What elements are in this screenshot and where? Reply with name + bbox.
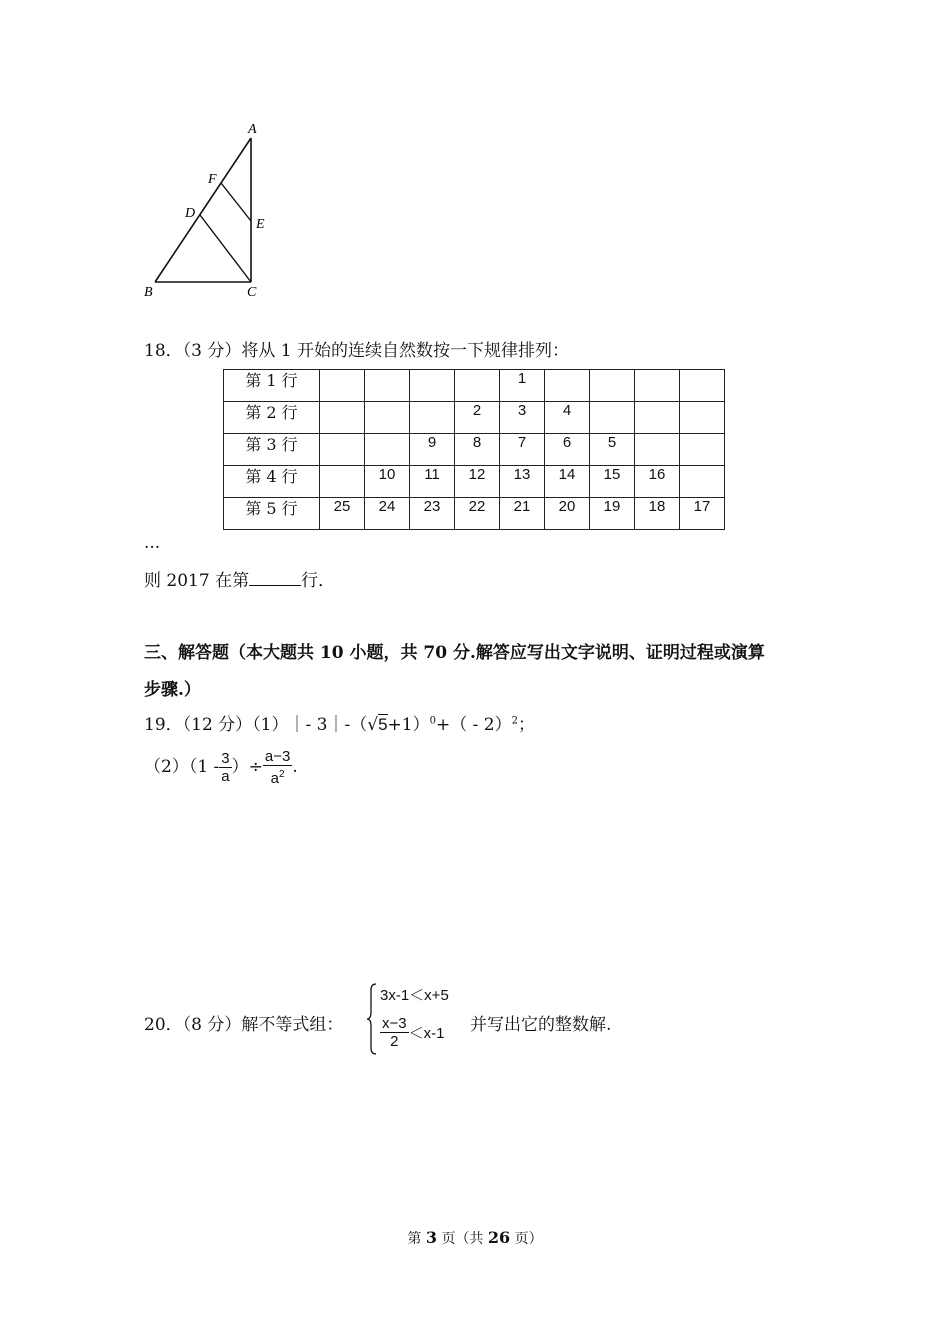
q19-p2-label: （2） xyxy=(144,757,189,777)
q19-part1 xyxy=(144,710,535,735)
table-cell xyxy=(680,402,725,434)
table-cell: 17 xyxy=(680,498,725,530)
table-cell xyxy=(635,370,680,402)
row-label: 第 2 行 xyxy=(224,402,320,434)
q20-stem xyxy=(144,1010,343,1035)
q18-number: 18． xyxy=(144,341,183,361)
q18-ask-prefix: 则 2017 在第 xyxy=(144,571,250,591)
row-label: 第 4 行 xyxy=(224,466,320,498)
table-cell: 22 xyxy=(455,498,500,530)
table-cell: 16 xyxy=(635,466,680,498)
section3-heading-line1: 三、解答题（本大题共 10 小题，共 70 分.解答应写出文字说明、证明过程或演算 xyxy=(144,643,765,663)
segment-ab xyxy=(155,138,251,282)
footer-prefix: 第 xyxy=(407,1231,422,1247)
table-row xyxy=(224,466,725,498)
table-cell xyxy=(635,402,680,434)
q19-number: 19． xyxy=(144,715,183,735)
table-cell xyxy=(320,466,365,498)
sqrt-symbol: √ xyxy=(367,715,379,735)
frac2-den-base: a xyxy=(270,770,279,787)
table-cell: 8 xyxy=(455,434,500,466)
table-cell: 25 xyxy=(320,498,365,530)
table-cell: 2 xyxy=(455,402,500,434)
table-cell: 1 xyxy=(500,370,545,402)
q19-part2 xyxy=(144,748,298,787)
table-cell: 5 xyxy=(590,434,635,466)
table-cell: 20 xyxy=(545,498,590,530)
table-cell: 9 xyxy=(410,434,455,466)
table-cell: 3 xyxy=(500,402,545,434)
table-cell xyxy=(365,402,410,434)
frac2-den-exp: 2 xyxy=(279,769,285,780)
q19-p1-label: （1） xyxy=(252,715,289,735)
q19-p1-expr-c: +（ - 2） xyxy=(435,715,512,735)
table-cell xyxy=(455,370,500,402)
answer-blank xyxy=(249,571,301,586)
fraction-x-minus-3-over-2 xyxy=(380,1015,409,1050)
inequality-1: 3x-1＜x+5 xyxy=(380,987,449,1004)
table-cell xyxy=(680,466,725,498)
table-cell: 23 xyxy=(410,498,455,530)
table-row xyxy=(224,434,725,466)
table-cell xyxy=(410,402,455,434)
table-cell xyxy=(545,370,590,402)
table-cell xyxy=(680,370,725,402)
label-e: E xyxy=(256,217,265,232)
q18-question xyxy=(144,566,335,591)
frac2-denominator xyxy=(263,766,292,787)
segment-fe xyxy=(221,183,251,221)
footer-mid: 页（共 xyxy=(441,1231,484,1247)
q20-text: 解不等式组： xyxy=(241,1015,344,1035)
label-d: D xyxy=(185,206,196,221)
q19-p1-sqrt-radicand: 5 xyxy=(378,715,388,734)
left-brace-icon xyxy=(366,982,378,1056)
q19-p2-end: . xyxy=(292,757,298,777)
label-b: B xyxy=(144,285,153,300)
page-footer xyxy=(0,1228,950,1248)
table-cell: 15 xyxy=(590,466,635,498)
q18-ask-suffix: 行． xyxy=(301,571,336,591)
table-cell: 14 xyxy=(545,466,590,498)
section3-heading-line2: 步骤.） xyxy=(144,680,201,700)
table-cell xyxy=(635,434,680,466)
inequality-2 xyxy=(380,1015,444,1050)
footer-suffix: 页） xyxy=(514,1231,543,1247)
fraction-a-minus-3-over-a2 xyxy=(263,748,292,787)
table-row xyxy=(224,402,725,434)
inequality-system xyxy=(366,982,476,1056)
table-cell: 6 xyxy=(545,434,590,466)
fraction-3-over-a xyxy=(219,750,231,785)
q18-stem xyxy=(144,336,569,361)
triangle-figure xyxy=(135,115,285,305)
table-cell xyxy=(320,434,365,466)
q19-p2-close: ）÷ xyxy=(231,757,263,777)
row-label: 第 3 行 xyxy=(224,434,320,466)
q19-p1-exp0: 0 xyxy=(429,715,436,727)
label-a: A xyxy=(248,122,257,137)
segment-dc xyxy=(200,215,251,282)
table-cell: 4 xyxy=(545,402,590,434)
q19-p1-exp2: 2 xyxy=(511,715,518,727)
table-row xyxy=(224,498,725,530)
table-cell: 13 xyxy=(500,466,545,498)
q20-suffix: 并写出它的整数解. xyxy=(470,1015,612,1035)
table-cell xyxy=(320,402,365,434)
table-cell xyxy=(320,370,365,402)
row-label: 第 5 行 xyxy=(224,498,320,530)
frac1-denominator: a xyxy=(221,768,230,785)
q20-number: 20． xyxy=(144,1015,183,1035)
frac2-numerator: a−3 xyxy=(264,748,291,765)
q19-p1-end: ； xyxy=(517,715,535,735)
ineq2-numerator: x−3 xyxy=(382,1015,407,1032)
q19-p2-open: （1 - xyxy=(188,757,220,777)
number-table xyxy=(223,369,725,530)
q18-text: 将从 1 开始的连续自然数按一下规律排列： xyxy=(241,341,569,361)
table-cell: 19 xyxy=(590,498,635,530)
label-f: F xyxy=(208,172,217,187)
table-cell xyxy=(680,434,725,466)
table-cell xyxy=(590,402,635,434)
q18-ellipsis: ... xyxy=(144,533,161,553)
table-cell xyxy=(410,370,455,402)
footer-total-pages: 26 xyxy=(487,1228,511,1247)
frac1-numerator: 3 xyxy=(221,750,230,767)
table-cell: 21 xyxy=(500,498,545,530)
ineq2-denominator: 2 xyxy=(390,1033,399,1050)
table-cell: 11 xyxy=(410,466,455,498)
table-cell: 12 xyxy=(455,466,500,498)
q19-p1-expr-a: ｜- 3｜-（ xyxy=(288,715,368,735)
q19-score: （12 分） xyxy=(182,715,253,735)
q18-score: （3 分） xyxy=(182,341,242,361)
q19-p1-expr-b: +1） xyxy=(387,715,430,735)
q20-score: （8 分） xyxy=(182,1015,242,1035)
table-cell: 10 xyxy=(365,466,410,498)
table-cell xyxy=(590,370,635,402)
table-cell xyxy=(365,370,410,402)
ineq2-rest: ＜x-1 xyxy=(408,1025,445,1042)
footer-page-number: 3 xyxy=(425,1228,437,1247)
table-cell: 18 xyxy=(635,498,680,530)
row-label: 第 1 行 xyxy=(224,370,320,402)
label-c: C xyxy=(247,285,257,300)
table-cell: 24 xyxy=(365,498,410,530)
table-row xyxy=(224,370,725,402)
table-cell xyxy=(365,434,410,466)
table-cell: 7 xyxy=(500,434,545,466)
